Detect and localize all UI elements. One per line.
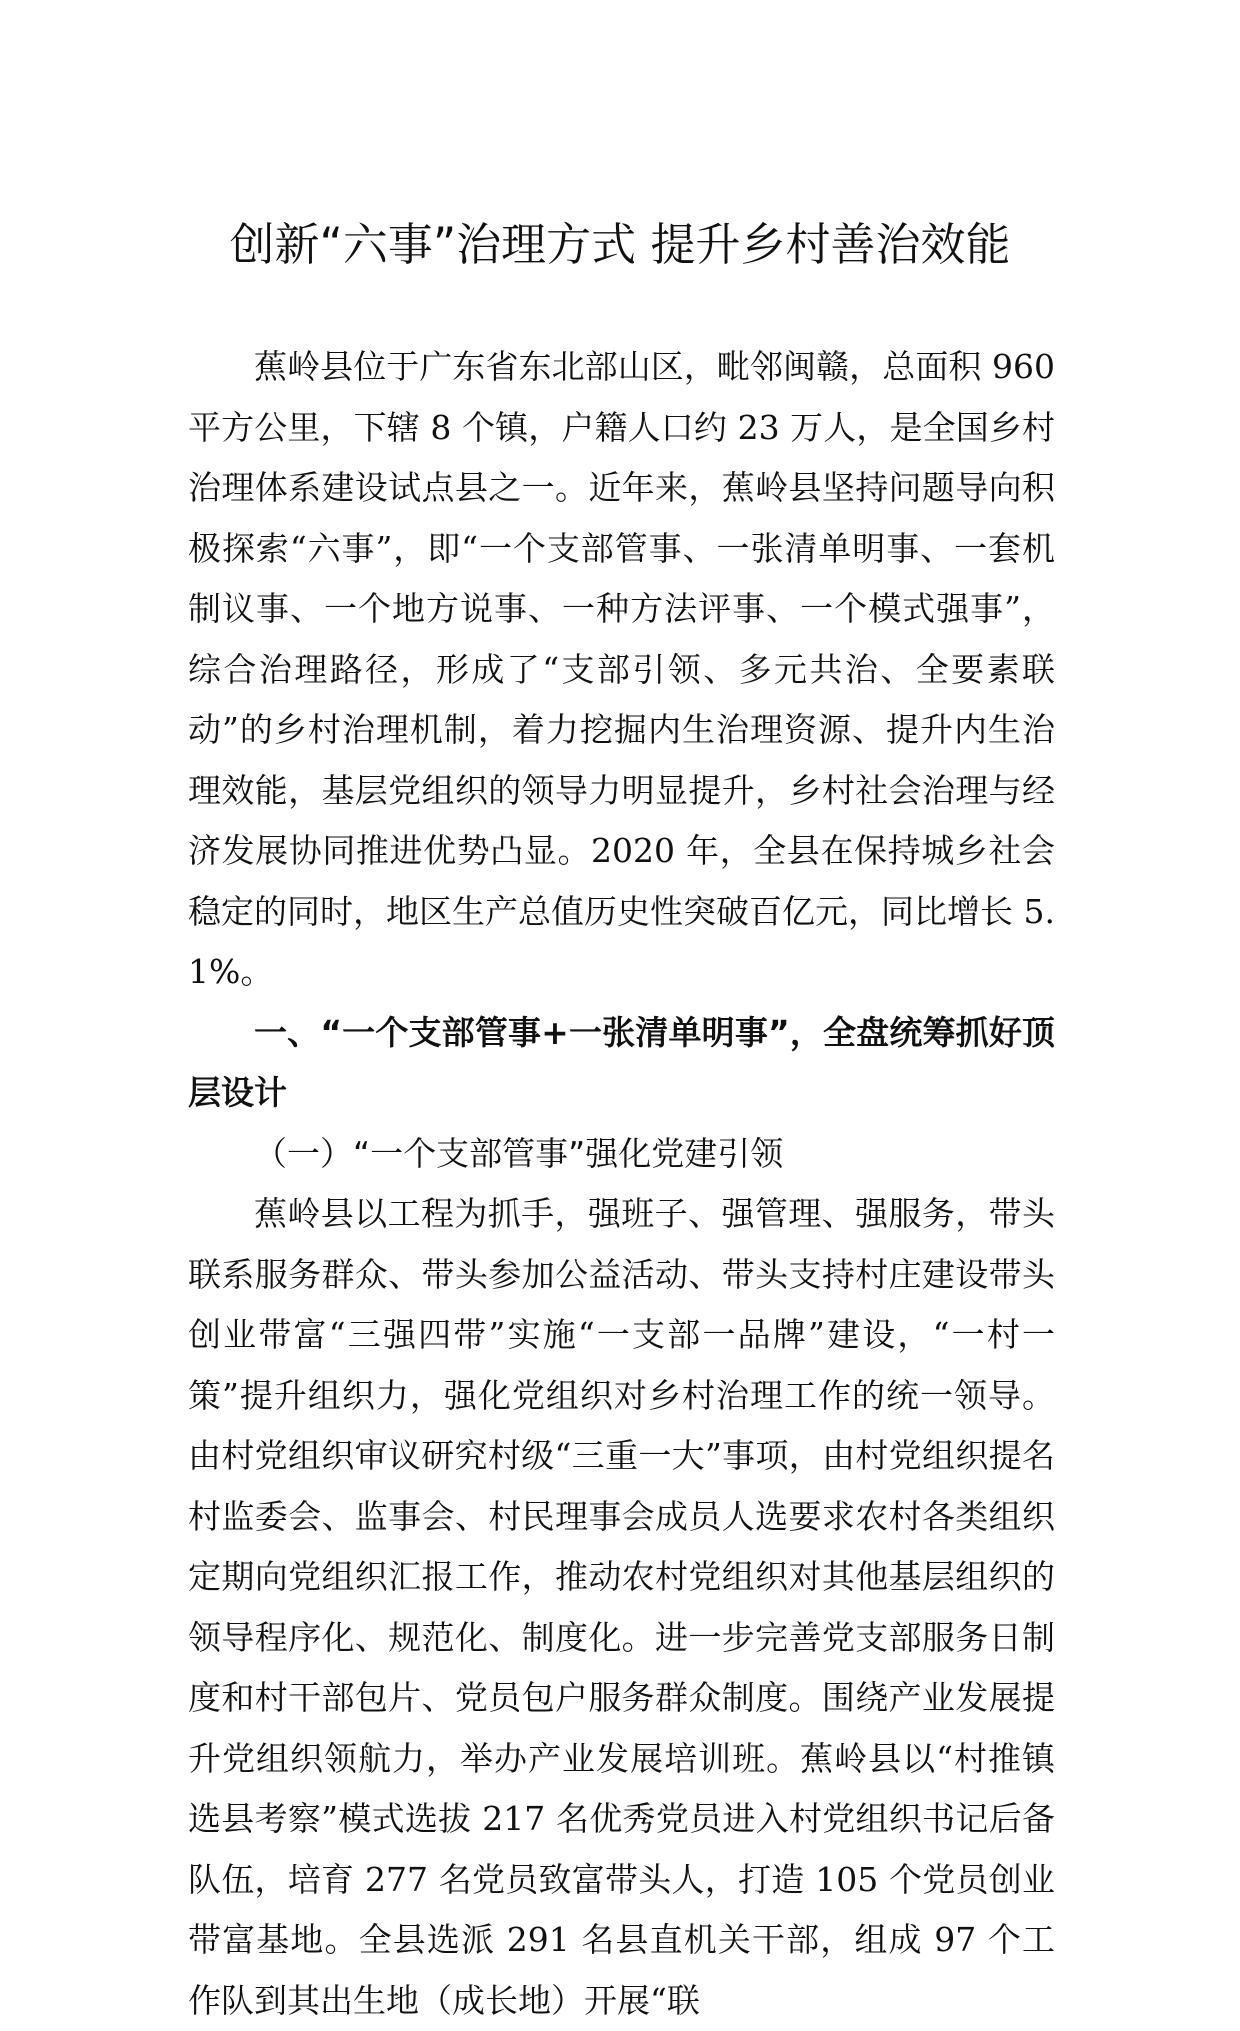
- intro-paragraph: 蕉岭县位于广东省东北部山区，毗邻闽赣，总面积 960 平方公里，下辖 8 个镇，户籍人口约 23 万人，是全国乡村治理体系建设试点县之一。近年来，蕉岭县坚持问题导向积极探索“六事”，即“一个支部管事、一张清单明事、一套机制议事、一个地方说事、一种方法评事、一个模式强事”，综合治理路径，形成了“支部引领、多元共治、全要素联动”的乡村治理机制，着力挖掘内生治理资源、提升内生治理效能，基层党组织的领导力明显提升，乡村社会治理与经济发展协同推进优势凸显。2020 年，全县在保持城乡社会稳定的同时，地区生产总值历史性突破百亿元，同比增长 5.1%。: [188, 347, 1055, 991]
- document-title: 创新“六事”治理方式 提升乡村善治效能: [229, 218, 1011, 271]
- body-paragraph: 蕉岭县以工程为抓手，强班子、强管理、强服务，带头联系服务群众、带头参加公益活动、带头支持村庄建设带头创业带富“三强四带”实施“一支部一品牌”建设，“一村一策”提升组织力，强化党组织对乡村治理工作的统一领导。由村党组织审议研究村级“三重一大”事项，由村党组织提名村监委会、监事会、村民理事会成员人选要求农村各类组织定期向党组织汇报工作，推动农村党组织对其他基层组织的领导程序化、规范化、制度化。进一步完善党支部服务日制度和村干部包片、党员包户服务群众制度。围绕产业发展提升党组织领航力，举办产业发展培训班。蕉岭县以“村推镇选县考察”模式选拔 217 名优秀党员进入村党组织书记后备队伍，培育 277 名党员致富带头人，打造 105 个党员创业带富基地。全县选派 291 名县直机关干部，组成 97 个工作队到其出生地（成长地）开展“联: [188, 1194, 1055, 2020]
- section-heading-1: 一、“一个支部管事+一张清单明事”，全盘统筹抓好顶层设计: [188, 1012, 1055, 1112]
- document-body: [188, 337, 1055, 2031]
- subsection-heading-1: （一）“一个支部管事”强化党建引领: [254, 1133, 784, 1173]
